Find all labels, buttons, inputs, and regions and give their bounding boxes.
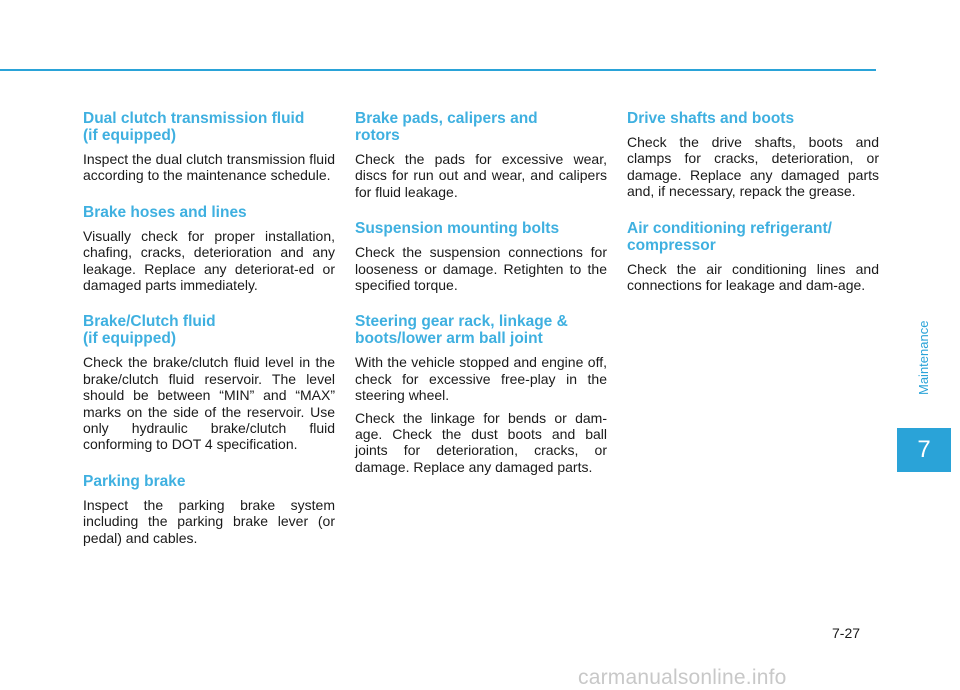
section-heading: Brake/Clutch fluid (if equipped) [83,313,216,348]
section-air-conditioning [627,220,879,294]
content-column-2 [355,110,607,495]
section-paragraph: Check the drive shafts, boots and clamps for cracks, deterioration, or damage. Replace any damaged parts and, if necessary, repack the grease. [627,134,879,200]
chapter-label: Maintenance [916,320,931,395]
section-paragraph: Visually check for proper installation, chafing, cracks, deterioration and any leakage. Replace any deteriorat-ed or damaged parts immediately. [83,227,335,294]
chapter-tab: 7 [897,428,951,472]
section-paragraph: Check the pads for excessive wear, discs for run out and wear, and calipers for fluid leakage. [355,151,607,200]
section-heading: Steering gear rack, linkage & boots/lower arm ball joint [355,313,568,348]
section-heading: Dual clutch transmission fluid (if equipped) [83,110,305,144]
header-rule [0,69,876,71]
section-brake-hoses [83,204,335,294]
section-heading: Suspension mounting bolts [355,220,560,238]
section-heading: Air conditioning refrigerant/ compressor [627,219,832,254]
section-heading: Parking brake [83,472,186,490]
section-heading: Brake hoses and lines [83,203,247,221]
section-drive-shafts [627,110,879,200]
section-dual-clutch-fluid [83,110,335,184]
section-paragraph: Inspect the parking brake system including the parking brake lever (or pedal) and cables. [83,496,335,546]
content-column-3 [627,110,879,313]
section-paragraph: Inspect the dual clutch transmission fluid according to the maintenance schedule. [83,151,335,184]
section-paragraph: Check the air conditioning lines and connections for leakage and dam-age. [627,260,879,294]
page-number: 7-27 [832,625,861,641]
section-heading: Drive shafts and boots [627,110,795,127]
section-brake-clutch-fluid [83,313,335,452]
section-brake-pads [355,110,607,200]
section-paragraph: Check the suspension connections for looseness or damage. Retighten to the specified torque. [355,244,607,294]
watermark: carmanualsonline.info [578,666,787,689]
section-suspension-bolts [355,220,607,293]
section-steering-gear [355,313,607,475]
section-paragraph: Check the brake/clutch fluid level in the brake/clutch fluid reservoir. The level should be between “MIN” and “MAX” marks on the side of the reservoir. Use only hydraulic brake/clutch fluid conforming to DOT 4 specification. [83,354,335,453]
section-heading: Brake pads, calipers and rotors [355,110,538,144]
section-paragraph: Check the linkage for bends or dam-age. Check the dust boots and ball joints for deterioration, cracks, or damage. Replace any damaged parts. [355,409,607,475]
content-column-1 [83,110,335,566]
section-paragraph: With the vehicle stopped and engine off, check for excessive free-play in the steering wheel. [355,354,607,404]
section-parking-brake [83,473,335,546]
